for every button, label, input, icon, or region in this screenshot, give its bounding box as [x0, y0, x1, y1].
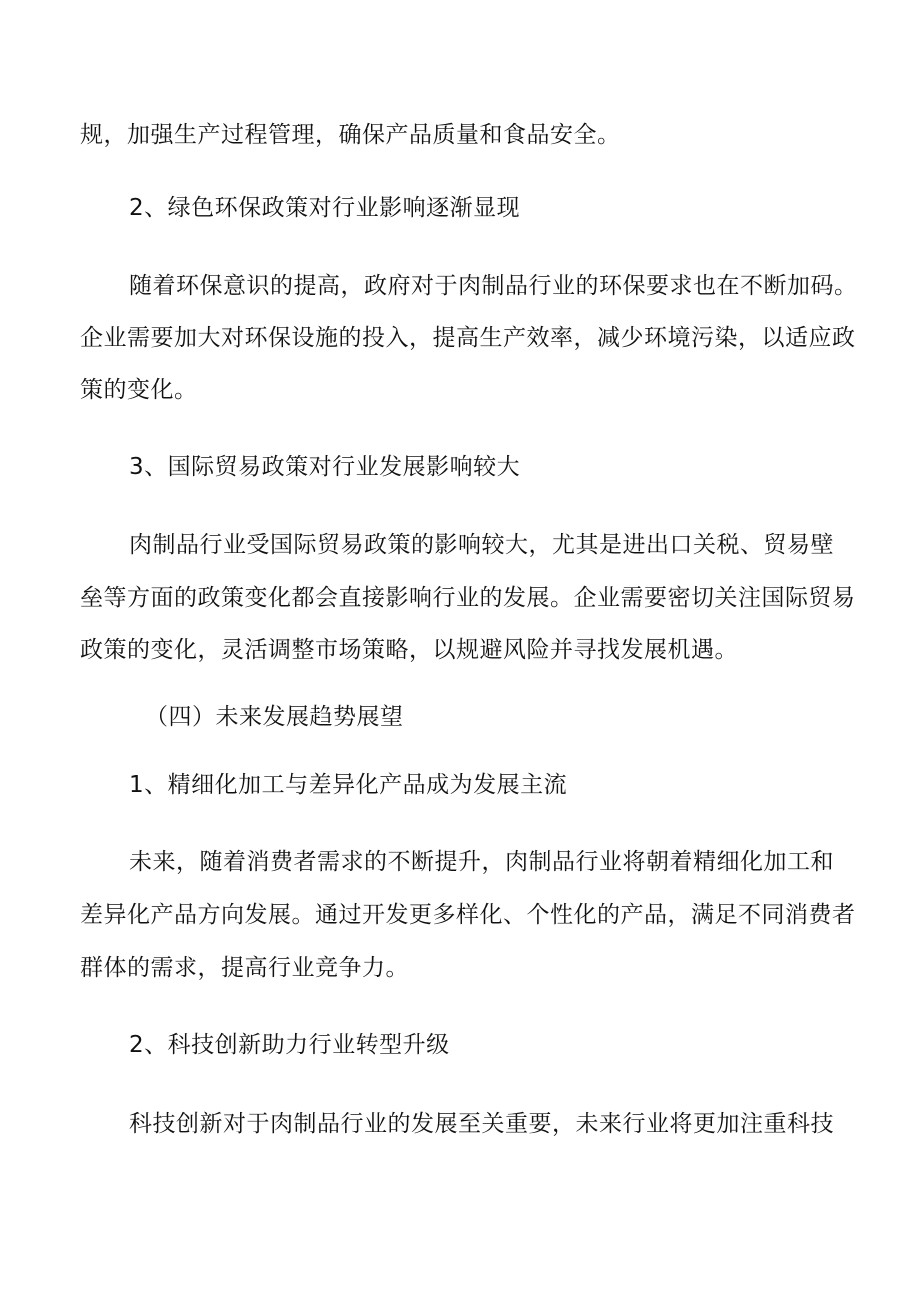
paragraph-line: 企业需要加大对环保设施的投入，提高生产效率，减少环境污染，以适应政	[80, 325, 856, 351]
paragraph-line: 策的变化。	[80, 377, 198, 403]
subheading: 2、科技创新助力行业转型升级	[129, 1032, 450, 1058]
subheading: 2、绿色环保政策对行业影响逐渐显现	[129, 195, 521, 221]
paragraph-line: 规，加强生产过程管理，确保产品质量和食品安全。	[80, 122, 621, 148]
paragraph-line: 政策的变化，灵活调整市场策略，以规避风险并寻找发展机遇。	[80, 637, 738, 663]
paragraph-line: 肉制品行业受国际贸易政策的影响较大，尤其是进出口关税、贸易壁	[129, 532, 834, 558]
paragraph-line: 群体的需求，提高行业竞争力。	[80, 955, 409, 981]
subheading: 3、国际贸易政策对行业发展影响较大	[129, 454, 521, 480]
paragraph-line: 未来，随着消费者需求的不断提升，肉制品行业将朝着精细化加工和	[129, 849, 834, 875]
section-heading: （四）未来发展趋势展望	[145, 704, 404, 730]
subheading: 1、精细化加工与差异化产品成为发展主流	[129, 772, 568, 798]
paragraph-line: 随着环保意识的提高，政府对于肉制品行业的环保要求也在不断加码。	[129, 273, 858, 299]
paragraph-line: 差异化产品方向发展。通过开发更多样化、个性化的产品，满足不同消费者	[80, 902, 856, 928]
paragraph-line: 科技创新对于肉制品行业的发展至关重要，未来行业将更加注重科技	[129, 1111, 834, 1137]
paragraph-line: 垒等方面的政策变化都会直接影响行业的发展。企业需要密切关注国际贸易	[80, 585, 856, 611]
